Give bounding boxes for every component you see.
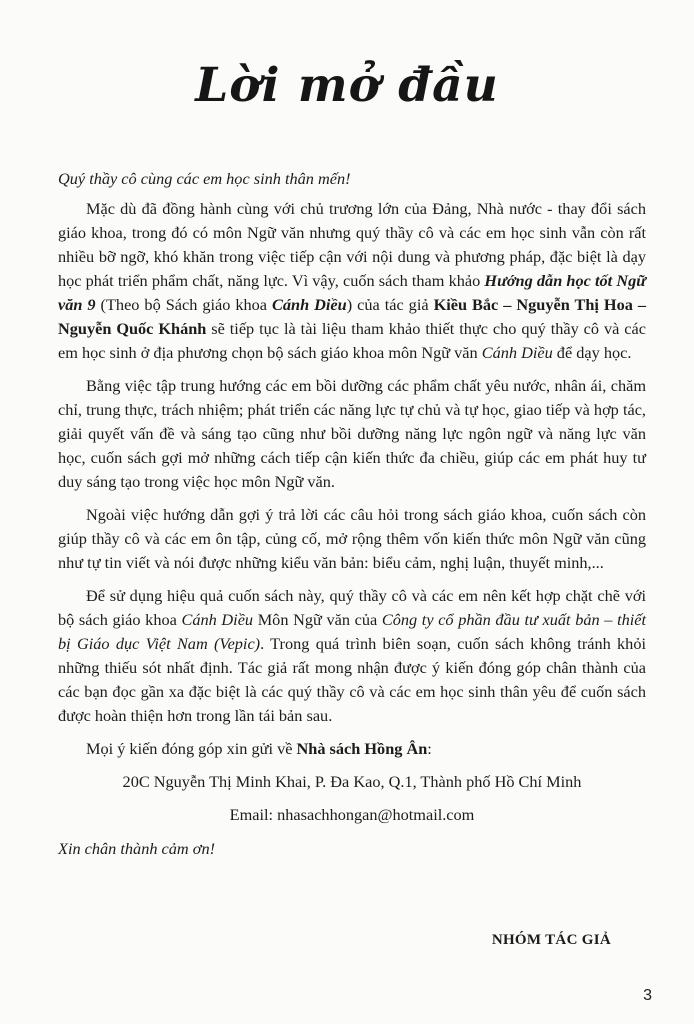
bookstore-name: Nhà sách Hồng Ân (296, 739, 428, 758)
p4-text-b: Môn Ngữ văn của (253, 610, 382, 629)
p1-text-e: để dạy học. (552, 343, 632, 362)
p5-text-a: Mọi ý kiến đóng góp xin gửi về (86, 739, 297, 758)
page-number: 3 (643, 987, 652, 1004)
p1-text-b: (Theo bộ Sách giáo khoa (95, 295, 273, 314)
paragraph-5 (58, 737, 646, 761)
series-name: Cánh Diều (272, 295, 347, 314)
paragraph-1 (58, 197, 646, 365)
greeting: Quý thầy cô cùng các em học sinh thân mến! (58, 169, 351, 188)
p4-text-a: Để sử dụng hiệu quả cuốn sách này, quý thầy cô và các em nên kết hợp chặt chẽ với bộ sách giáo khoa (58, 586, 646, 629)
email-line: Email: nhasachhongan@hotmail.com (229, 805, 475, 824)
book-title: Hướng dẫn học tốt Ngữ văn 9 (58, 271, 646, 314)
paragraph-2: Bằng việc tập trung hướng các em bồi dưỡng các phẩm chất yêu nước, nhân ái, chăm chỉ, trung thực, trách nhiệm; phát triển các năng lực tự chủ và tự học, giao tiếp và hợp tác, giải quyết vấn đề và sáng tạo cũng như bồi dưỡng năng lực ngôn ngữ và năng lực văn học, cuốn sách gợi mở những cách tiếp cận kiến thức đa chiều, giúp các em phát huy tư duy sáng tạo trong việc học môn Ngữ văn. (58, 376, 646, 491)
publisher-name: Công ty cổ phần đầu tư xuất bản – thiết bị Giáo dục Việt Nam (Vepic) (58, 610, 647, 653)
p1-text-d: sẽ tiếp tục là tài liệu tham khảo thiết thực cho quý thầy cô và các em học sinh ở địa phương chọn bộ sách giáo khoa môn Ngữ văn (58, 319, 646, 362)
paragraph-4 (58, 584, 646, 728)
thanks-line: Xin chân thành cảm ơn! (58, 839, 216, 858)
p1-text-a: Mặc dù đã đồng hành cùng với chủ trương lớn của Đảng, Nhà nước - thay đổi sách giáo khoa, trong đó có môn Ngữ văn nhưng quý thầy cô và các em học sinh vẫn còn rất nhiều bỡ ngỡ, khó khăn trong việc tiếp cận với nội dung và phương pháp, đặc biệt là dạy học phát triển phẩm chất, năng lực. Vì vậy, cuốn sách tham khảo (58, 199, 646, 290)
series-name: Cánh Diều (181, 610, 254, 629)
p1-text-c: ) của tác giả (346, 295, 434, 314)
page-title: Lời mở đầu (195, 58, 499, 113)
signature: NHÓM TÁC GIẢ (491, 932, 611, 948)
series-name: Cánh Diều (481, 343, 553, 362)
address-line: 20C Nguyễn Thị Minh Khai, P. Đa Kao, Q.1, Thành phố Hồ Chí Minh (122, 772, 582, 791)
preface-body (58, 167, 646, 861)
p5-text-b: : (427, 739, 432, 758)
p4-text-c: . Trong quá trình biên soạn, cuốn sách không tránh khỏi những thiếu sót nhất định. Tác giả rất mong nhận được ý kiến đóng góp chân thành của các bạn đọc gần xa đặc biệt là các quý thầy cô và các em học sinh thân yêu để cuốn sách được hoàn thiện hơn trong lần tái bản sau. (58, 634, 646, 725)
authors: Kiều Bắc – Nguyễn Thị Hoa – Nguyễn Quốc Khánh (58, 295, 646, 338)
paragraph-3: Ngoài việc hướng dẫn gợi ý trả lời các câu hỏi trong sách giáo khoa, cuốn sách còn giúp thầy cô và các em ôn tập, củng cố, mở rộng thêm vốn kiến thức môn Ngữ văn cũng như tự tin viết và nói được những kiểu văn bản: biểu cảm, nghị luận, thuyết minh,... (58, 505, 646, 572)
